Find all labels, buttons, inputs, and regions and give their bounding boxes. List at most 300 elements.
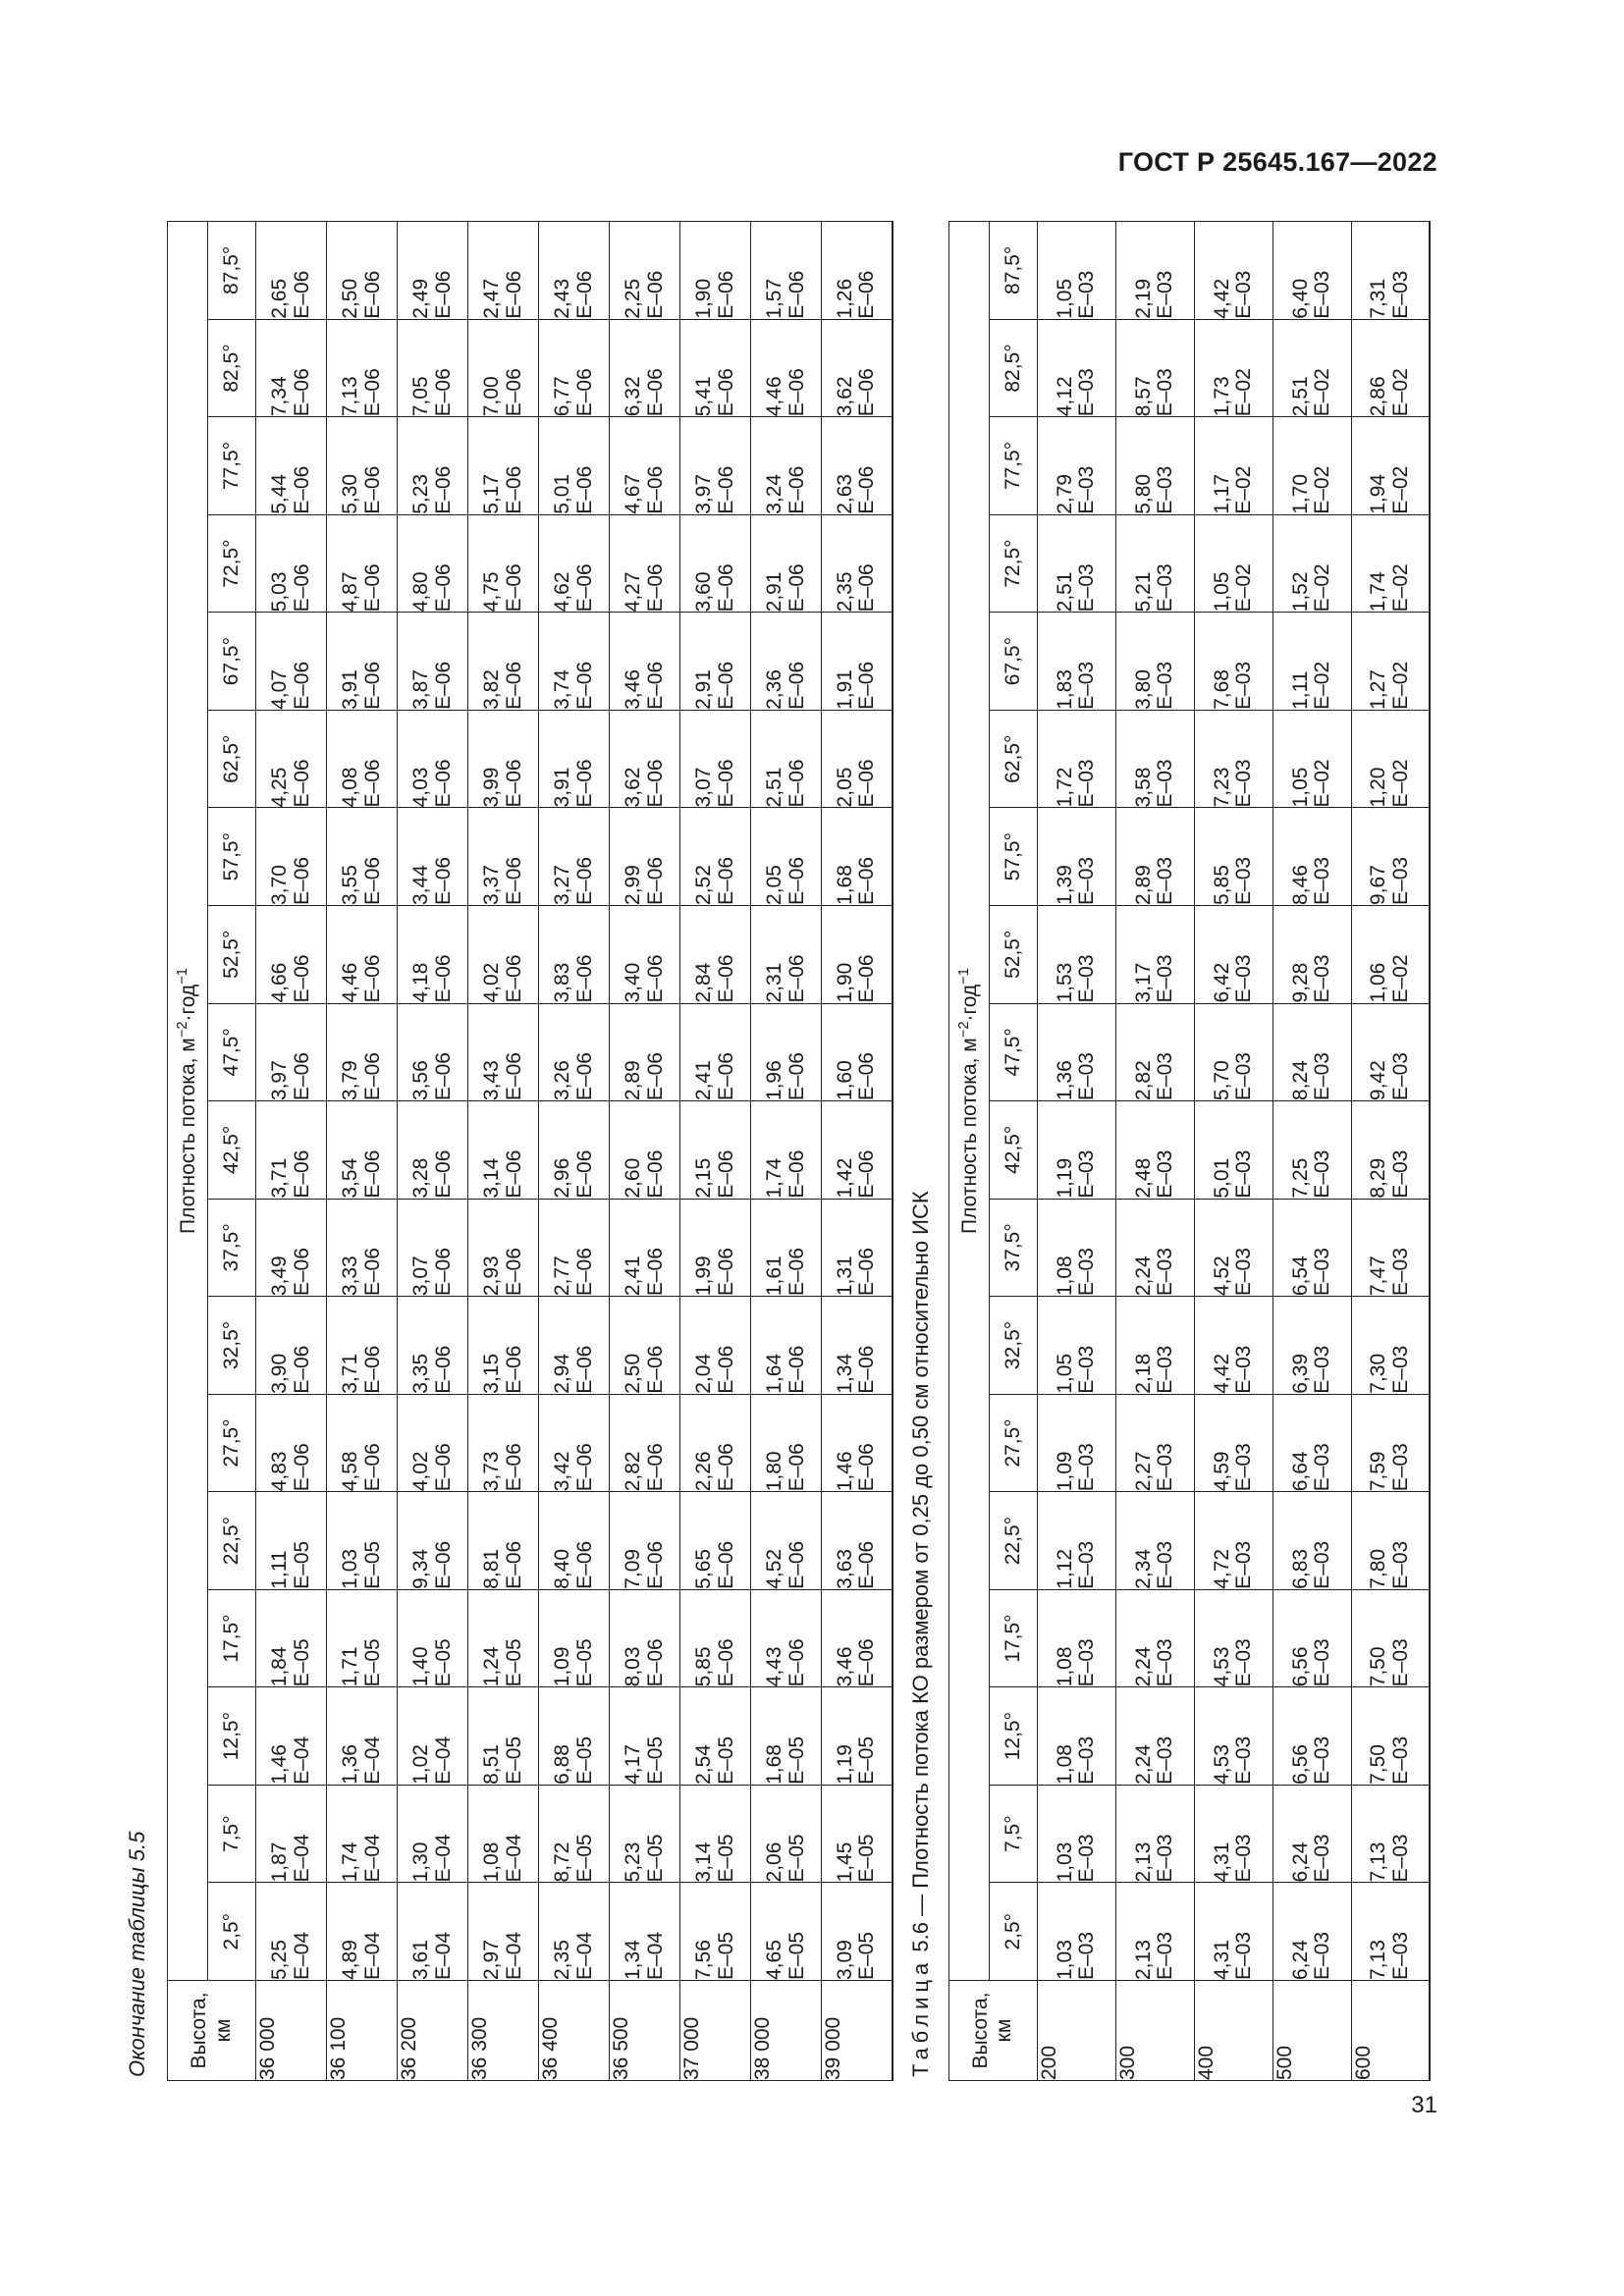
flux-mantissa: 2,89 — [622, 1060, 645, 1101]
flux-exponent: E–03 — [1388, 1735, 1412, 1785]
flux-exponent: E–03 — [1075, 1149, 1098, 1199]
angle-header: 72,5° — [208, 514, 256, 613]
flux-value-cell — [680, 613, 751, 711]
flux-exponent: E–03 — [1311, 1931, 1333, 1980]
flux-value-cell — [256, 1492, 327, 1590]
flux-mantissa: 4,89 — [339, 1940, 362, 1980]
altitude-cell: 36 100 — [327, 1981, 398, 2081]
flux-mantissa: 4,02 — [480, 962, 504, 1003]
flux-mantissa: 5,25 — [268, 1940, 292, 1980]
flux-exponent: E–03 — [1075, 270, 1098, 319]
altitude-cell: 36 200 — [398, 1981, 468, 2081]
flux-mantissa: 4,12 — [1053, 376, 1076, 417]
flux-mantissa: 1,34 — [622, 1940, 645, 1980]
flux-exponent: E–04 — [360, 1931, 384, 1980]
flux-value-cell — [610, 1589, 680, 1687]
table-row — [539, 222, 610, 2081]
angle-header: 17,5° — [989, 1589, 1037, 1687]
flux-value-cell — [1272, 1003, 1351, 1101]
table-56-caption-label: Таблица — [907, 1957, 933, 2077]
flux-header-prefix: Плотность потока, м — [957, 1038, 981, 1234]
flux-value-cell — [1037, 1199, 1115, 1297]
flux-value-cell — [327, 222, 398, 320]
flux-mantissa: 4,46 — [339, 962, 362, 1003]
flux-value-cell — [398, 1492, 468, 1590]
flux-exponent: E–06 — [360, 661, 384, 710]
flux-exponent: E–02 — [1232, 368, 1255, 417]
flux-mantissa: 1,80 — [763, 1451, 786, 1492]
flux-mantissa: 2,99 — [622, 865, 645, 905]
flux-mantissa: 7,30 — [1367, 1353, 1390, 1394]
flux-mantissa: 7,80 — [1367, 1548, 1390, 1589]
flux-value-cell — [327, 710, 398, 808]
flux-mantissa: 3,40 — [622, 962, 645, 1003]
flux-value-cell — [256, 1003, 327, 1101]
flux-exponent: E–06 — [502, 1248, 525, 1297]
flux-value-cell — [1037, 613, 1115, 711]
flux-exponent: E–06 — [643, 368, 667, 417]
table-row — [327, 222, 398, 2081]
flux-mantissa: 3,82 — [480, 669, 504, 710]
flux-value-cell — [327, 319, 398, 417]
flux-value-cell — [751, 222, 822, 320]
flux-exponent: E–05 — [360, 1540, 384, 1589]
flux-mantissa: 5,17 — [480, 473, 504, 514]
altitude-column-header: Высота, км — [168, 1981, 256, 2081]
flux-exponent: E–04 — [643, 1931, 667, 1980]
flux-exponent: E–06 — [855, 1638, 879, 1687]
altitude-column-header: Высота, км — [948, 1981, 1037, 2081]
flux-exponent: E–06 — [643, 954, 667, 1003]
angle-header-row — [989, 222, 1037, 2081]
flux-exponent: E–03 — [1154, 563, 1176, 613]
flux-value-cell — [610, 1687, 680, 1786]
flux-exponent: E–03 — [1154, 1443, 1176, 1492]
flux-mantissa: 7,47 — [1367, 1255, 1390, 1297]
flux-exponent: E–06 — [502, 1052, 525, 1101]
flux-mantissa: 1,05 — [1053, 1353, 1076, 1394]
flux-value-cell — [610, 222, 680, 320]
flux-exponent: E–06 — [785, 661, 808, 710]
angle-header: 47,5° — [989, 1003, 1037, 1101]
flux-value-cell — [610, 1883, 680, 1981]
flux-value-cell — [468, 222, 539, 320]
flux-value-cell — [680, 905, 751, 1003]
flux-value-cell — [1272, 417, 1351, 515]
flux-exponent: E–06 — [360, 270, 384, 319]
flux-value-cell — [1272, 1687, 1351, 1786]
table-56-body — [1037, 222, 1430, 2081]
flux-value-cell — [398, 1394, 468, 1492]
flux-exponent: E–06 — [290, 1149, 313, 1199]
flux-mantissa: 6,56 — [1288, 1646, 1312, 1687]
flux-mantissa: 2,79 — [1053, 473, 1076, 514]
flux-exponent: E–03 — [1154, 368, 1176, 417]
flux-mantissa: 5,30 — [339, 473, 362, 514]
flux-mantissa: 1,87 — [268, 1842, 292, 1883]
flux-mantissa: 2,60 — [622, 1157, 645, 1199]
flux-mantissa: 3,71 — [339, 1353, 362, 1394]
flux-mantissa: 2,94 — [551, 1353, 574, 1394]
flux-exponent: E–02 — [1311, 661, 1333, 710]
flux-mantissa: 1,03 — [1053, 1940, 1076, 1980]
flux-mantissa: 5,23 — [409, 473, 433, 514]
flux-mantissa: 1,08 — [480, 1842, 504, 1883]
flux-mantissa: 5,85 — [1210, 865, 1233, 905]
flux-mantissa: 3,62 — [833, 376, 856, 417]
flux-value-cell — [1272, 514, 1351, 613]
flux-mantissa: 3,42 — [551, 1451, 574, 1492]
flux-value-cell — [468, 1687, 539, 1786]
flux-exponent: E–03 — [1232, 1540, 1255, 1589]
angle-header-row — [208, 222, 256, 2081]
flux-value-cell — [398, 319, 468, 417]
flux-density-group-header — [168, 222, 208, 1981]
flux-value-cell — [680, 1785, 751, 1883]
flux-mantissa: 3,24 — [763, 473, 786, 514]
flux-mantissa: 5,01 — [551, 473, 574, 514]
flux-mantissa: 7,59 — [1367, 1451, 1390, 1492]
flux-value-cell — [680, 417, 751, 515]
flux-exponent: E–02 — [1311, 465, 1333, 514]
flux-value-cell — [539, 1394, 610, 1492]
flux-mantissa: 2,18 — [1131, 1353, 1155, 1394]
flux-exponent: E–03 — [1154, 1052, 1176, 1101]
flux-mantissa: 4,72 — [1210, 1548, 1233, 1589]
flux-value-cell — [468, 1589, 539, 1687]
flux-exponent: E–03 — [1232, 1052, 1255, 1101]
flux-exponent: E–03 — [1075, 1931, 1098, 1980]
flux-value-cell — [610, 1785, 680, 1883]
flux-value-cell — [1115, 222, 1194, 320]
flux-value-cell — [1351, 1003, 1430, 1101]
flux-value-cell — [468, 808, 539, 906]
flux-mantissa: 2,54 — [692, 1744, 716, 1785]
flux-exponent: E–02 — [1311, 368, 1333, 417]
flux-exponent: E–03 — [1311, 1248, 1333, 1297]
flux-mantissa: 2,82 — [622, 1451, 645, 1492]
flux-exponent: E–06 — [714, 1149, 737, 1199]
flux-value-cell — [468, 905, 539, 1003]
flux-mantissa: 4,17 — [622, 1744, 645, 1785]
flux-value-cell — [610, 514, 680, 613]
flux-mantissa: 4,18 — [409, 962, 433, 1003]
flux-value-cell — [468, 319, 539, 417]
flux-mantissa: 1,74 — [339, 1842, 362, 1883]
flux-value-cell — [822, 1883, 893, 1981]
flux-exponent: E–06 — [714, 759, 737, 808]
flux-exponent: E–06 — [785, 759, 808, 808]
flux-exponent: E–06 — [290, 759, 313, 808]
flux-value-cell — [751, 1297, 822, 1395]
flux-mantissa: 2,51 — [1053, 571, 1076, 613]
flux-mantissa: 1,27 — [1367, 669, 1390, 710]
table-row — [680, 222, 751, 2081]
flux-mantissa: 6,83 — [1288, 1548, 1312, 1589]
flux-exponent: E–06 — [714, 1345, 737, 1394]
flux-mantissa: 2,91 — [692, 669, 716, 710]
flux-value-cell — [1115, 1297, 1194, 1395]
flux-exponent: E–03 — [1232, 759, 1255, 808]
flux-value-cell — [539, 905, 610, 1003]
flux-value-cell — [1037, 1101, 1115, 1200]
flux-value-cell — [610, 808, 680, 906]
flux-exponent: E–05 — [785, 1735, 808, 1785]
flux-value-cell — [398, 222, 468, 320]
flux-exponent: E–06 — [572, 563, 596, 613]
flux-mantissa: 1,12 — [1053, 1548, 1076, 1589]
altitude-cell: 36 000 — [256, 1981, 327, 2081]
flux-exponent: E–06 — [643, 270, 667, 319]
flux-value-cell — [1037, 417, 1115, 515]
flux-mantissa: 4,03 — [409, 767, 433, 808]
angle-header: 62,5° — [208, 710, 256, 808]
flux-value-cell — [680, 1297, 751, 1395]
flux-exponent: E–03 — [1075, 1443, 1098, 1492]
flux-mantissa: 1,74 — [1367, 571, 1390, 613]
flux-exponent: E–06 — [290, 1345, 313, 1394]
flux-value-cell — [1194, 1589, 1272, 1687]
flux-exponent: E–03 — [1075, 563, 1098, 613]
flux-value-cell — [1115, 1492, 1194, 1590]
flux-value-cell — [680, 1394, 751, 1492]
flux-value-cell — [751, 1003, 822, 1101]
flux-value-cell — [539, 1883, 610, 1981]
flux-exponent: E–06 — [855, 954, 879, 1003]
flux-header-mid: ·год — [177, 984, 199, 1022]
flux-exponent: E–05 — [360, 1638, 384, 1687]
flux-value-cell — [539, 417, 610, 515]
flux-value-cell — [1037, 710, 1115, 808]
flux-value-cell — [610, 1003, 680, 1101]
flux-mantissa: 1,02 — [409, 1744, 433, 1785]
flux-mantissa: 9,42 — [1367, 1060, 1390, 1101]
flux-mantissa: 5,80 — [1131, 473, 1155, 514]
flux-mantissa: 9,28 — [1288, 962, 1312, 1003]
angle-header: 17,5° — [208, 1589, 256, 1687]
flux-exponent: E–06 — [502, 368, 525, 417]
flux-value-cell — [751, 1589, 822, 1687]
rotated-tables-block — [108, 221, 1414, 2081]
flux-exponent: E–06 — [431, 1149, 455, 1199]
flux-mantissa: 1,09 — [551, 1646, 574, 1687]
flux-mantissa: 8,72 — [551, 1842, 574, 1883]
angle-header: 2,5° — [989, 1883, 1037, 1981]
flux-value-cell — [1194, 1394, 1272, 1492]
flux-value-cell — [1037, 514, 1115, 613]
flux-value-cell — [1037, 1883, 1115, 1981]
flux-mantissa: 4,53 — [1210, 1646, 1233, 1687]
flux-mantissa: 7,25 — [1288, 1157, 1312, 1199]
flux-value-cell — [822, 514, 893, 613]
flux-exponent: E–06 — [714, 1443, 737, 1492]
flux-exponent: E–03 — [1075, 661, 1098, 710]
flux-exponent: E–06 — [855, 661, 879, 710]
flux-exponent: E–03 — [1154, 759, 1176, 808]
flux-value-cell — [468, 1199, 539, 1297]
flux-value-cell — [256, 1101, 327, 1200]
flux-value-cell — [610, 1101, 680, 1200]
flux-mantissa: 2,05 — [833, 767, 856, 808]
flux-mantissa: 3,79 — [339, 1060, 362, 1101]
flux-value-cell — [680, 808, 751, 906]
flux-exponent: E–06 — [714, 465, 737, 514]
altitude-cell: 300 — [1115, 1981, 1194, 2081]
flux-value-cell — [751, 613, 822, 711]
flux-value-cell — [610, 1199, 680, 1297]
flux-value-cell — [256, 1394, 327, 1492]
angle-header: 7,5° — [989, 1785, 1037, 1883]
flux-exponent: E–03 — [1075, 759, 1098, 808]
flux-exponent: E–03 — [1232, 856, 1255, 905]
flux-value-cell — [256, 1785, 327, 1883]
flux-mantissa: 1,39 — [1053, 865, 1076, 905]
flux-exponent: E–06 — [431, 661, 455, 710]
flux-exponent: E–06 — [360, 368, 384, 417]
flux-value-cell — [1037, 808, 1115, 906]
flux-value-cell — [1194, 1687, 1272, 1786]
flux-mantissa: 5,70 — [1210, 1060, 1233, 1101]
flux-exponent: E–03 — [1388, 270, 1412, 319]
flux-value-cell — [1037, 1687, 1115, 1786]
flux-mantissa: 1,71 — [339, 1646, 362, 1687]
flux-exponent: E–02 — [1388, 368, 1412, 417]
flux-value-cell — [1351, 1297, 1430, 1395]
flux-value-cell — [680, 514, 751, 613]
flux-exponent: E–06 — [502, 465, 525, 514]
flux-exponent: E–03 — [1311, 1149, 1333, 1199]
flux-mantissa: 2,89 — [1131, 865, 1155, 905]
flux-mantissa: 3,61 — [409, 1940, 433, 1980]
flux-mantissa: 3,56 — [409, 1060, 433, 1101]
flux-mantissa: 3,49 — [268, 1255, 292, 1297]
flux-mantissa: 1,45 — [833, 1842, 856, 1883]
flux-mantissa: 3,97 — [692, 473, 716, 514]
flux-exponent: E–06 — [502, 1345, 525, 1394]
flux-mantissa: 6,39 — [1288, 1353, 1312, 1394]
flux-value-cell — [256, 1199, 327, 1297]
flux-exponent: E–02 — [1388, 759, 1412, 808]
flux-value-cell — [680, 1492, 751, 1590]
flux-mantissa: 7,50 — [1367, 1646, 1390, 1687]
flux-mantissa: 2,50 — [622, 1353, 645, 1394]
flux-exponent: E–06 — [431, 1540, 455, 1589]
flux-mantissa: 2,50 — [339, 278, 362, 319]
flux-value-cell — [822, 1394, 893, 1492]
flux-value-cell — [1351, 1687, 1430, 1786]
flux-exponent: E–03 — [1075, 1052, 1098, 1101]
flux-exponent: E–03 — [1154, 856, 1176, 905]
flux-value-cell — [327, 514, 398, 613]
flux-exponent: E–06 — [360, 1052, 384, 1101]
flux-value-cell — [256, 1297, 327, 1395]
flux-mantissa: 3,07 — [409, 1255, 433, 1297]
flux-exponent: E–03 — [1311, 1345, 1333, 1394]
flux-value-cell — [822, 1101, 893, 1200]
flux-exponent: E–06 — [502, 1443, 525, 1492]
flux-mantissa: 7,13 — [339, 376, 362, 417]
flux-mantissa: 2,19 — [1131, 278, 1155, 319]
flux-mantissa: 4,62 — [551, 571, 574, 613]
flux-value-cell — [1115, 1394, 1194, 1492]
flux-exponent: E–06 — [714, 1248, 737, 1297]
flux-exponent: E–06 — [360, 1345, 384, 1394]
flux-exponent: E–03 — [1232, 1735, 1255, 1785]
flux-mantissa: 8,29 — [1367, 1157, 1390, 1199]
flux-value-cell — [327, 905, 398, 1003]
flux-mantissa: 6,54 — [1288, 1255, 1312, 1297]
flux-value-cell — [1351, 1394, 1430, 1492]
flux-mantissa: 6,88 — [551, 1744, 574, 1785]
angle-header: 42,5° — [208, 1101, 256, 1200]
flux-exponent: E–06 — [360, 465, 384, 514]
flux-value-cell — [1194, 1101, 1272, 1200]
flux-value-cell — [327, 1589, 398, 1687]
flux-mantissa: 2,06 — [763, 1842, 786, 1883]
flux-exponent: E–03 — [1154, 270, 1176, 319]
flux-exponent: E–06 — [360, 1443, 384, 1492]
flux-mantissa: 3,46 — [833, 1646, 856, 1687]
flux-exponent: E–06 — [643, 1638, 667, 1687]
flux-mantissa: 5,23 — [622, 1842, 645, 1883]
flux-mantissa: 2,24 — [1131, 1744, 1155, 1785]
flux-exponent: E–05 — [855, 1834, 879, 1883]
flux-value-cell — [1272, 1492, 1351, 1590]
flux-value-cell — [822, 1589, 893, 1687]
flux-exponent: E–03 — [1388, 1345, 1412, 1394]
flux-value-cell — [1194, 1003, 1272, 1101]
flux-value-cell — [1115, 710, 1194, 808]
flux-value-cell — [1272, 1199, 1351, 1297]
flux-exponent: E–03 — [1154, 465, 1176, 514]
flux-mantissa: 2,93 — [480, 1255, 504, 1297]
flux-exponent: E–06 — [502, 1540, 525, 1589]
flux-exponent: E–04 — [290, 1735, 313, 1785]
flux-value-cell — [1115, 319, 1194, 417]
flux-exponent: E–05 — [502, 1638, 525, 1687]
flux-mantissa: 1,30 — [409, 1842, 433, 1883]
flux-mantissa: 1,05 — [1053, 278, 1076, 319]
table-55-continuation-caption: Окончание таблицы 5.5 — [125, 1831, 149, 2077]
flux-value-cell — [398, 417, 468, 515]
flux-value-cell — [751, 1394, 822, 1492]
flux-mantissa: 1,68 — [833, 865, 856, 905]
flux-value-cell — [539, 710, 610, 808]
flux-value-cell — [610, 905, 680, 1003]
flux-exponent: E–06 — [714, 1052, 737, 1101]
flux-mantissa: 2,41 — [622, 1255, 645, 1297]
flux-exponent: E–03 — [1154, 1638, 1176, 1687]
flux-value-cell — [822, 222, 893, 320]
flux-exponent: E–06 — [572, 1540, 596, 1589]
altitude-cell: 200 — [1037, 1981, 1115, 2081]
flux-value-cell — [468, 1101, 539, 1200]
flux-mantissa: 5,21 — [1131, 571, 1155, 613]
flux-mantissa: 3,62 — [622, 767, 645, 808]
angle-header: 27,5° — [208, 1394, 256, 1492]
angle-header: 82,5° — [208, 319, 256, 417]
flux-mantissa: 2,31 — [763, 962, 786, 1003]
flux-mantissa: 4,83 — [268, 1451, 292, 1492]
flux-value-cell — [256, 1687, 327, 1786]
flux-exponent: E–06 — [785, 1149, 808, 1199]
flux-value-cell — [1351, 319, 1430, 417]
flux-header-exp1: −2 — [175, 1021, 190, 1039]
flux-mantissa: 2,82 — [1131, 1060, 1155, 1101]
flux-exponent: E–06 — [502, 1149, 525, 1199]
flux-mantissa: 5,85 — [692, 1646, 716, 1687]
page-number: 31 — [1411, 2092, 1437, 2118]
